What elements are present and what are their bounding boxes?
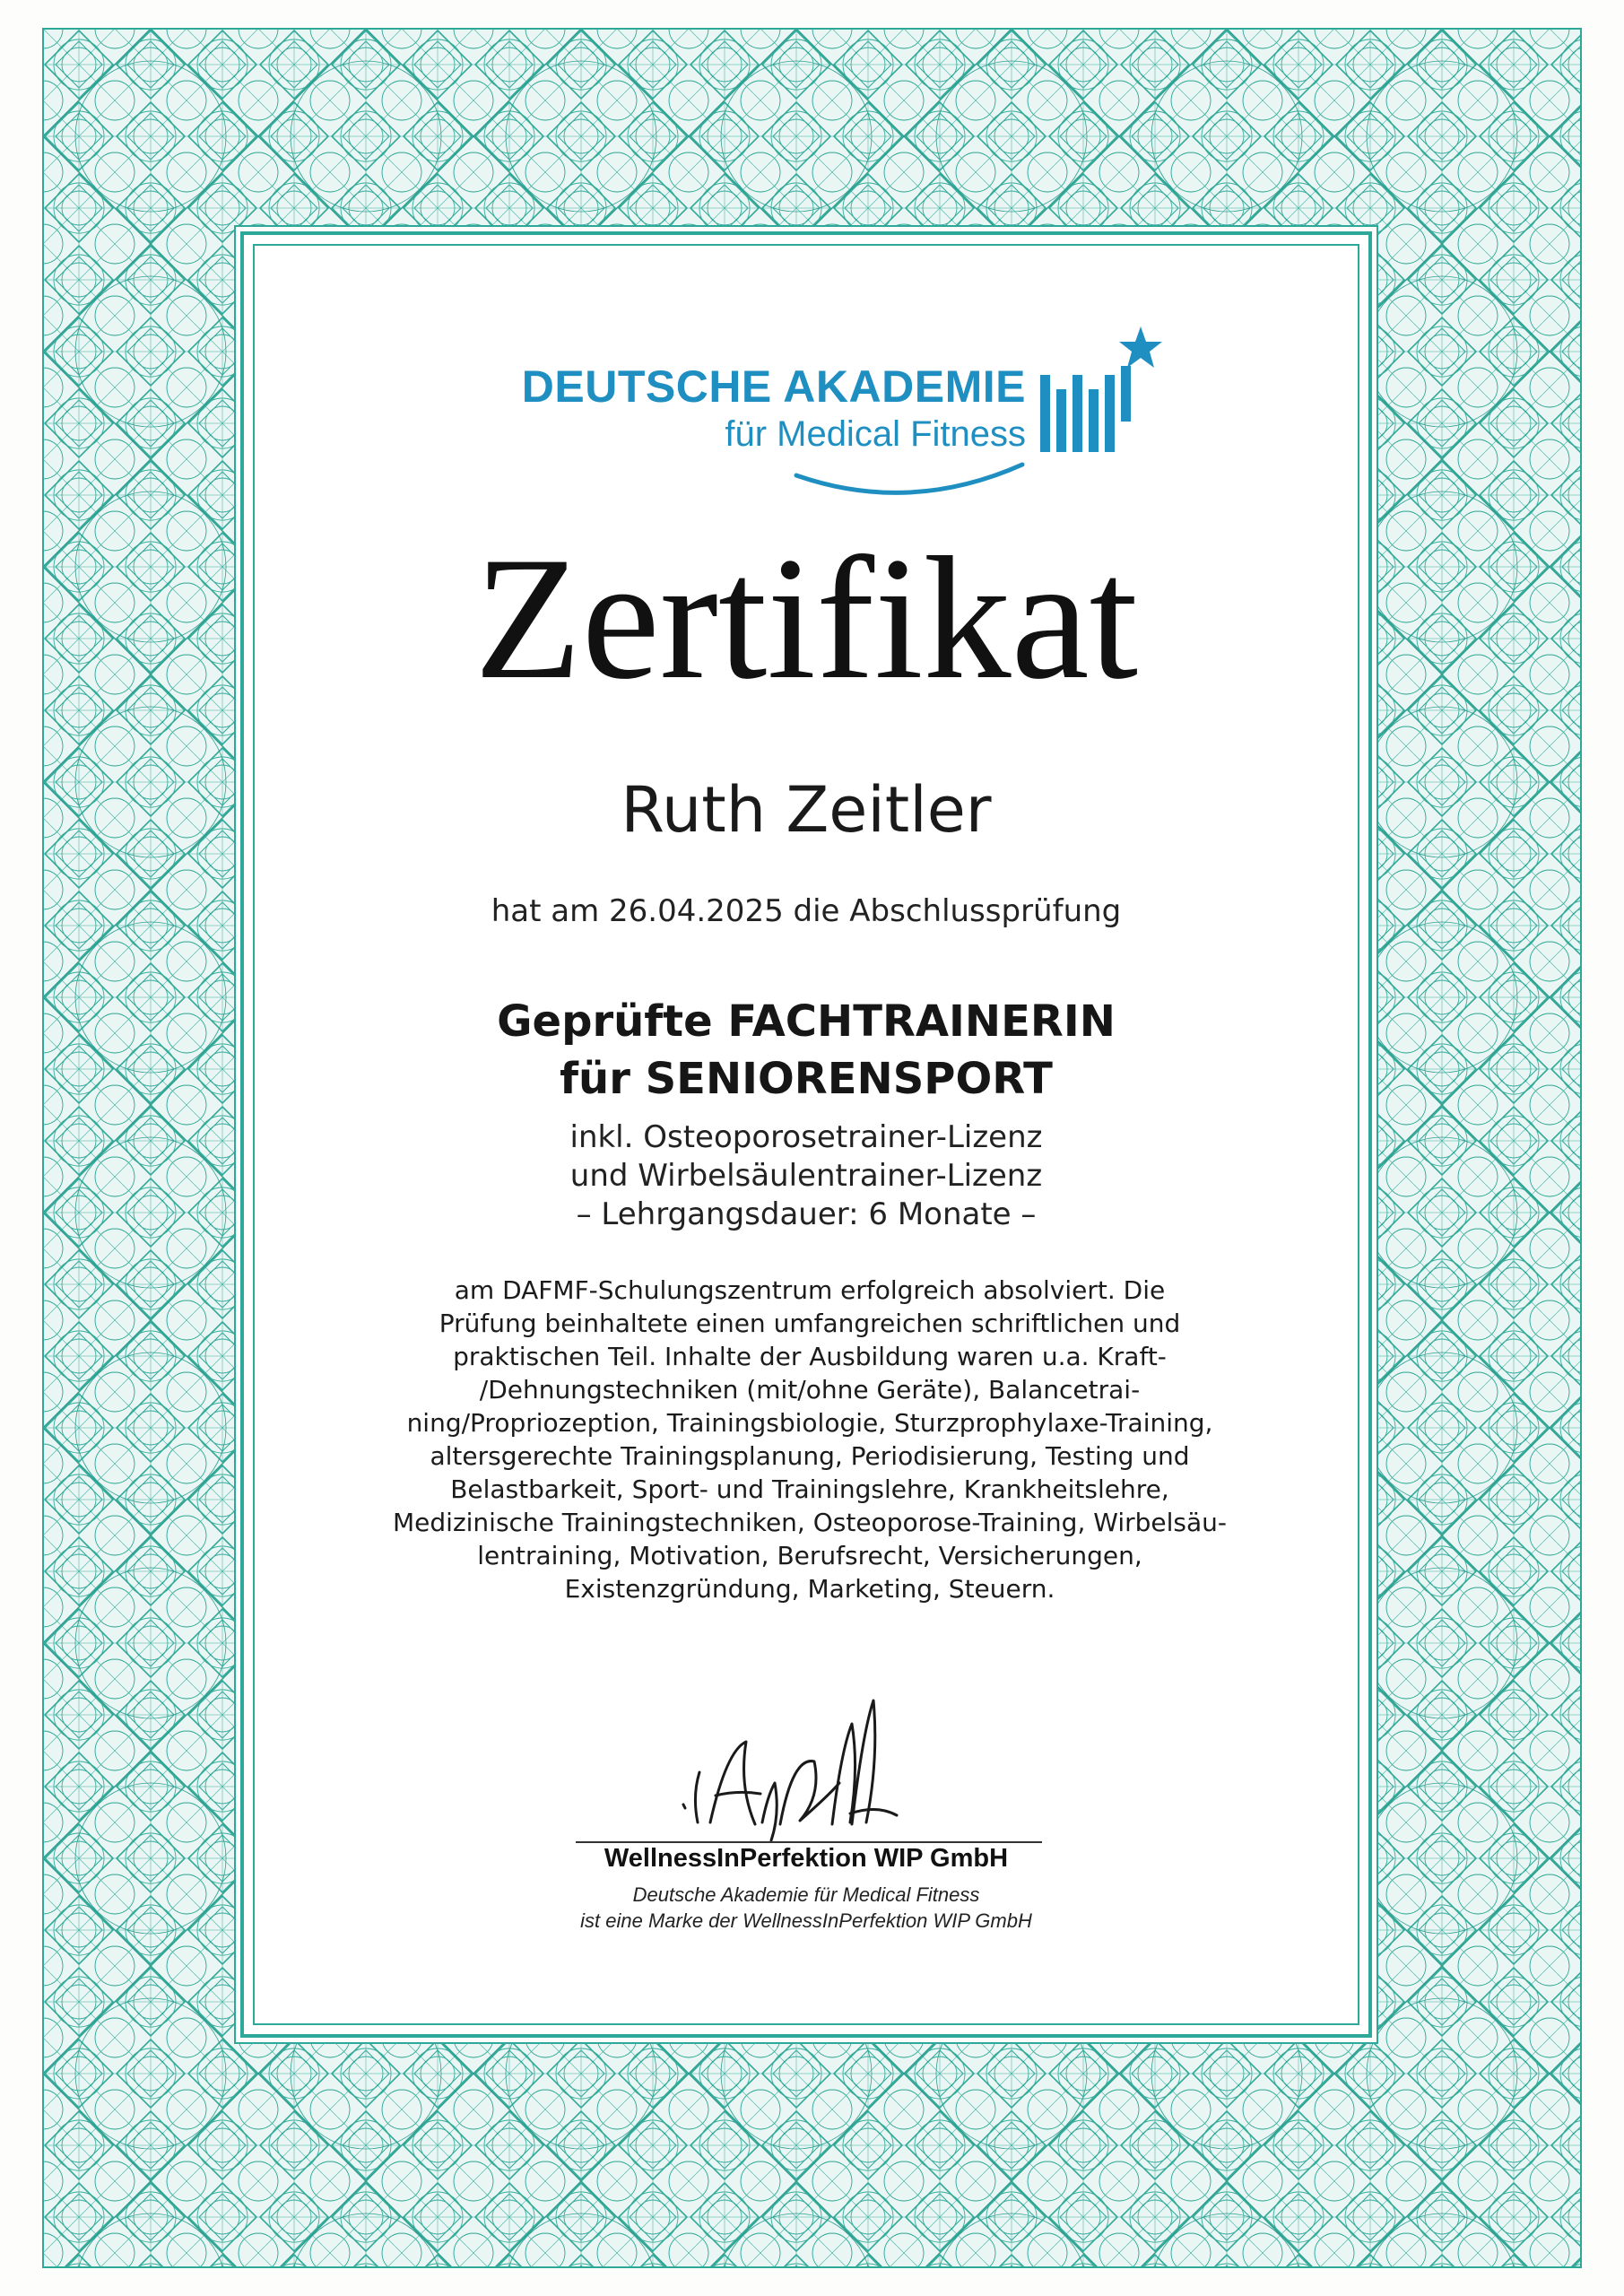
recipient-name: Ruth Zeitler [621,773,992,847]
description-line: Existenzgründung, Marketing, Steuern. [564,1574,1055,1604]
description-line: Belastbarkeit, Sport- und Trainingslehre, Krankheitslehre, [450,1474,1169,1504]
description-line: /Dehnungstechniken (mit/ohne Geräte), Balancetrai- [479,1375,1141,1405]
logo-line2: für Medical Fitness [725,414,1026,454]
certificate-title: Zertifikat [473,521,1139,716]
course-description [307,1274,1313,1605]
exam-date-line: hat am 26.04.2025 die Abschlussprüfung [491,893,1122,929]
detail-line: – Lehrgangsdauer: 6 Monate – [576,1196,1037,1232]
certificate-panel [240,231,1372,2038]
logo-swoosh [793,459,1026,504]
academy-logo [452,325,1169,504]
qualification-details [244,1118,1368,1234]
brand-note-line1: Deutsche Akademie für Medical Fitness [632,1883,980,1906]
description-line: altersgerechte Trainingsplanung, Periodisierung, Testing und [430,1441,1190,1471]
description-line: lentraining, Motivation, Berufsrecht, Versicherungen, [477,1541,1142,1570]
brand-note [244,1882,1368,1934]
signature-line [576,1841,1042,1843]
detail-line: inkl. Osteoporosetrainer-Lizenz [569,1119,1043,1155]
star-bars-icon [1035,325,1169,504]
company-name: WellnessInPerfektion WIP GmbH [604,1844,1009,1873]
qualification-title [244,993,1368,1108]
detail-line: und Wirbelsäulentrainer-Lizenz [569,1158,1043,1194]
description-line: Prüfung beinhaltete einen umfangreichen schriftlichen und [439,1309,1181,1338]
brand-note-line2: ist eine Marke der WellnessInPerfektion WIP GmbH [580,1909,1032,1932]
description-line: ning/Propriozeption, Trainingsbiologie, Sturzprophylaxe-Training, [406,1408,1213,1438]
handwritten-signature [674,1697,908,1849]
qualification-line2: für SENIORENSPORT [560,1054,1053,1104]
qualification-line1: Geprüfte FACHTRAINERIN [497,996,1116,1047]
description-line: praktischen Teil. Inhalte der Ausbildung waren u.a. Kraft- [453,1342,1167,1371]
description-line: Medizinische Trainingstechniken, Osteoporose-Training, Wirbelsäu- [393,1508,1227,1537]
logo-line1: DEUTSCHE AKADEMIE [521,361,1026,412]
description-line: am DAFMF-Schulungszentrum erfolgreich absolviert. Die [454,1275,1166,1305]
